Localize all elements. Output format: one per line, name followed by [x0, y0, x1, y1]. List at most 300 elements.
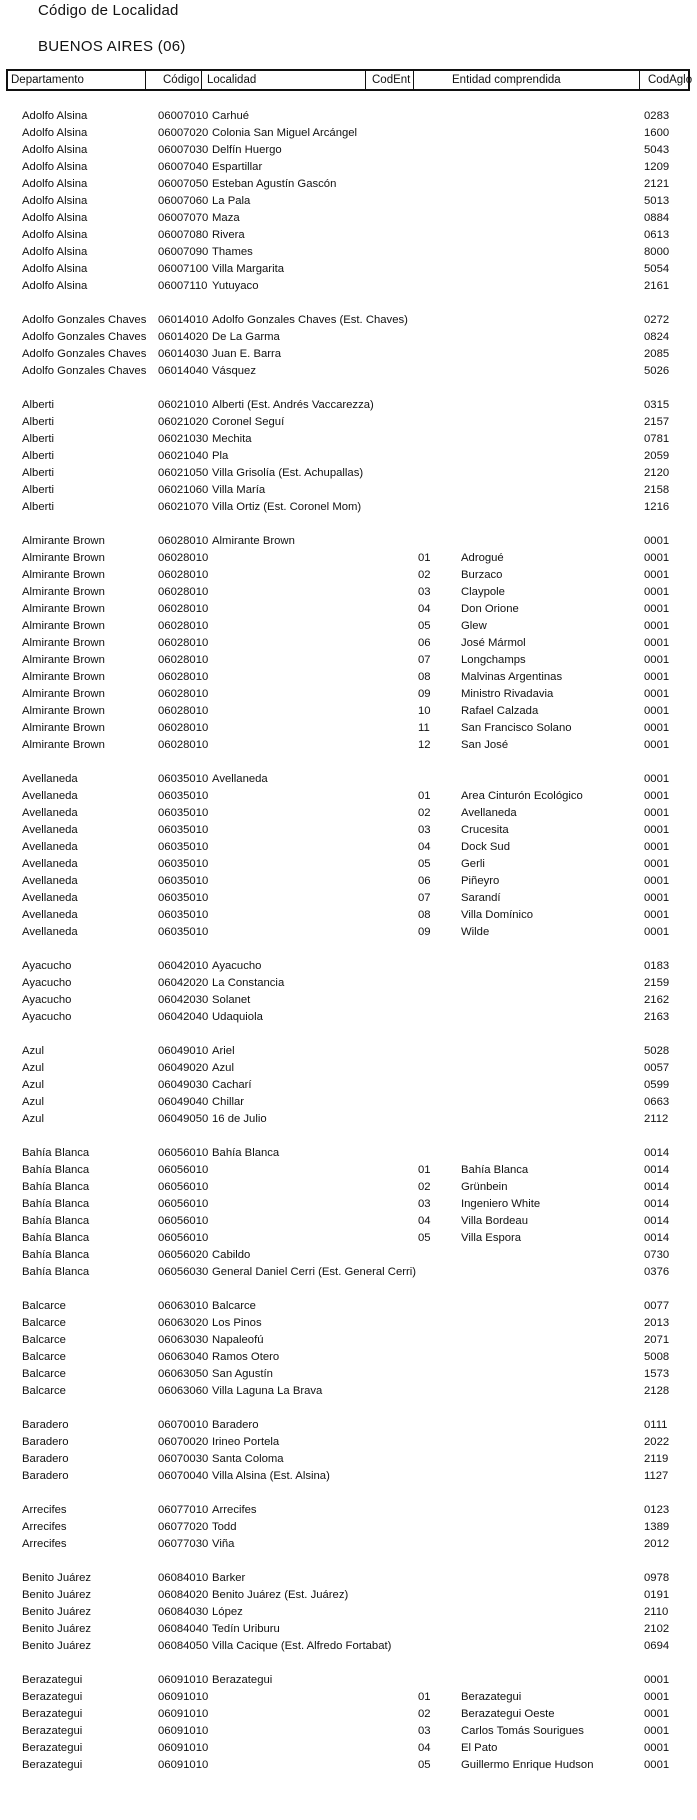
cell-codigo: 06035010 [158, 807, 209, 819]
table-row [0, 414, 697, 431]
cell-entidad: Adrogué [461, 552, 504, 564]
cell-codent: 04 [418, 1742, 431, 1754]
cell-entidad: Avellaneda [461, 807, 517, 819]
table-row [0, 1315, 697, 1332]
group-spacer [0, 1281, 697, 1298]
cell-departamento: Adolfo Gonzales Chaves [22, 365, 147, 377]
cell-codaglo: 0001 [644, 654, 670, 666]
cell-departamento: Almirante Brown [22, 654, 105, 666]
cell-departamento: Almirante Brown [22, 671, 105, 683]
group-spacer [0, 1128, 697, 1145]
cell-codigo: 06063020 [158, 1317, 209, 1329]
table-row [0, 1451, 697, 1468]
cell-departamento: Benito Juárez [22, 1606, 92, 1618]
cell-departamento: Benito Juárez [22, 1589, 92, 1601]
cell-codaglo: 8000 [644, 246, 670, 258]
cell-entidad: Glew [461, 620, 487, 632]
cell-entidad: Villa Espora [461, 1232, 522, 1244]
table-row [0, 669, 697, 686]
cell-departamento: Baradero [22, 1436, 69, 1448]
department-group [0, 1502, 697, 1553]
department-group [0, 1145, 697, 1281]
cell-codaglo: 0001 [644, 569, 670, 581]
cell-codigo: 06084050 [158, 1640, 209, 1652]
table-row [0, 465, 697, 482]
header-entidad: Entidad comprendida [413, 71, 639, 89]
cell-departamento: Ayacucho [22, 994, 72, 1006]
table-row [0, 312, 697, 329]
cell-departamento: Balcarce [22, 1385, 66, 1397]
cell-departamento: Baradero [22, 1419, 69, 1431]
cell-codaglo: 2162 [644, 994, 670, 1006]
header-codent: CodEnt [365, 71, 413, 89]
cell-departamento: Almirante Brown [22, 722, 105, 734]
cell-codaglo: 5054 [644, 263, 670, 275]
cell-codent: 02 [418, 569, 431, 581]
cell-codent: 09 [418, 688, 431, 700]
cell-departamento: Bahía Blanca [22, 1181, 90, 1193]
cell-codigo: 06014020 [158, 331, 209, 343]
cell-codigo: 06049010 [158, 1045, 209, 1057]
cell-entidad: Sarandí [461, 892, 501, 904]
cell-codaglo: 0077 [644, 1300, 670, 1312]
cell-codaglo: 0001 [644, 926, 670, 938]
cell-codigo: 06056010 [158, 1215, 209, 1227]
cell-departamento: Ayacucho [22, 977, 72, 989]
cell-localidad: Ramos Otero [212, 1351, 280, 1363]
cell-codent: 04 [418, 841, 431, 853]
cell-codigo: 06070020 [158, 1436, 209, 1448]
cell-codigo: 06070030 [158, 1453, 209, 1465]
cell-codigo: 06007010 [158, 110, 209, 122]
cell-codigo: 06035010 [158, 892, 209, 904]
cell-codigo: 06042010 [158, 960, 209, 972]
cell-departamento: Bahía Blanca [22, 1215, 90, 1227]
table-row [0, 363, 697, 380]
cell-localidad: Villa Laguna La Brava [212, 1385, 323, 1397]
cell-localidad: Mechita [212, 433, 252, 445]
cell-departamento: Adolfo Alsina [22, 178, 88, 190]
cell-departamento: Alberti [22, 433, 55, 445]
cell-departamento: Azul [22, 1096, 44, 1108]
cell-departamento: Balcarce [22, 1317, 66, 1329]
table-row [0, 227, 697, 244]
cell-codigo: 06049050 [158, 1113, 209, 1125]
cell-localidad: Cacharí [212, 1079, 252, 1091]
cell-localidad: General Daniel Cerri (Est. General Cerri) [212, 1266, 417, 1278]
table-row [0, 1111, 697, 1128]
cell-departamento: Adolfo Alsina [22, 229, 88, 241]
cell-codaglo: 0781 [644, 433, 670, 445]
table-row [0, 431, 697, 448]
cell-localidad: Todd [212, 1521, 237, 1533]
cell-departamento: Avellaneda [22, 807, 78, 819]
cell-localidad: La Pala [212, 195, 251, 207]
cell-codaglo: 0191 [644, 1589, 670, 1601]
cell-localidad: Almirante Brown [212, 535, 295, 547]
table-row [0, 499, 697, 516]
cell-codaglo: 2157 [644, 416, 670, 428]
cell-localidad: Villa Cacique (Est. Alfredo Fortabat) [212, 1640, 392, 1652]
cell-codigo: 06049020 [158, 1062, 209, 1074]
group-spacer [0, 295, 697, 312]
cell-entidad: Don Orione [461, 603, 519, 615]
page-title: Código de Localidad [38, 2, 179, 19]
cell-codaglo: 2059 [644, 450, 670, 462]
cell-codent: 04 [418, 603, 431, 615]
department-group [0, 108, 697, 295]
cell-codigo: 06042030 [158, 994, 209, 1006]
cell-entidad: Piñeyro [461, 875, 500, 887]
cell-departamento: Adolfo Alsina [22, 161, 88, 173]
cell-localidad: Delfín Huergo [212, 144, 282, 156]
table-row [0, 1604, 697, 1621]
cell-codigo: 06021010 [158, 399, 209, 411]
table-row [0, 992, 697, 1009]
cell-codent: 07 [418, 654, 431, 666]
table-row [0, 635, 697, 652]
cell-codigo: 06077010 [158, 1504, 209, 1516]
province-title: BUENOS AIRES (06) [38, 38, 186, 55]
department-group [0, 958, 697, 1026]
cell-codigo: 06056010 [158, 1198, 209, 1210]
cell-localidad: Balcarce [212, 1300, 256, 1312]
cell-codent: 05 [418, 620, 431, 632]
cell-entidad: Gerli [461, 858, 485, 870]
cell-codaglo: 2163 [644, 1011, 670, 1023]
table-row [0, 737, 697, 754]
cell-localidad: Los Pinos [212, 1317, 262, 1329]
cell-localidad: Vásquez [212, 365, 256, 377]
table-row [0, 601, 697, 618]
cell-localidad: Tedín Uriburu [212, 1623, 280, 1635]
table-row [0, 193, 697, 210]
cell-codigo: 06056010 [158, 1147, 209, 1159]
table-row [0, 1009, 697, 1026]
cell-codaglo: 0663 [644, 1096, 670, 1108]
table-row [0, 890, 697, 907]
cell-codent: 10 [418, 705, 431, 717]
department-group [0, 312, 697, 380]
cell-departamento: Berazategui [22, 1708, 83, 1720]
cell-departamento: Almirante Brown [22, 552, 105, 564]
table-row [0, 1247, 697, 1264]
table-row [0, 1094, 697, 1111]
cell-codigo: 06091010 [158, 1691, 209, 1703]
cell-codaglo: 2161 [644, 280, 670, 292]
table-row [0, 1060, 697, 1077]
cell-codigo: 06084040 [158, 1623, 209, 1635]
table-row [0, 1230, 697, 1247]
cell-codaglo: 2158 [644, 484, 670, 496]
cell-departamento: Arrecifes [22, 1521, 67, 1533]
cell-codaglo: 2119 [644, 1453, 669, 1465]
table-row [0, 1077, 697, 1094]
cell-localidad: Espartillar [212, 161, 263, 173]
cell-codent: 02 [418, 1181, 431, 1193]
cell-departamento: Alberti [22, 484, 55, 496]
cell-codaglo: 2102 [644, 1623, 670, 1635]
cell-departamento: Almirante Brown [22, 688, 105, 700]
cell-localidad: De La Garma [212, 331, 280, 343]
cell-codaglo: 0001 [644, 586, 670, 598]
table-row [0, 1502, 697, 1519]
cell-localidad: Chillar [212, 1096, 245, 1108]
table-row [0, 1264, 697, 1281]
cell-departamento: Adolfo Alsina [22, 212, 88, 224]
cell-codaglo: 2085 [644, 348, 670, 360]
table-row [0, 1196, 697, 1213]
cell-codaglo: 2012 [644, 1538, 670, 1550]
table-row [0, 567, 697, 584]
cell-codent: 03 [418, 586, 431, 598]
department-group [0, 771, 697, 941]
department-group [0, 1043, 697, 1128]
cell-localidad: Avellaneda [212, 773, 268, 785]
cell-codaglo: 1209 [644, 161, 670, 173]
header-codigo: Código [145, 71, 201, 89]
cell-departamento: Ayacucho [22, 960, 72, 972]
cell-departamento: Azul [22, 1045, 44, 1057]
cell-codent: 04 [418, 1215, 431, 1227]
table-row [0, 1621, 697, 1638]
cell-codigo: 06028010 [158, 620, 209, 632]
table-row [0, 771, 697, 788]
cell-codigo: 06007090 [158, 246, 209, 258]
table-row [0, 1366, 697, 1383]
cell-localidad: Alberti (Est. Andrés Vaccarezza) [212, 399, 374, 411]
table-row [0, 125, 697, 142]
cell-codigo: 06035010 [158, 773, 209, 785]
cell-entidad: Area Cinturón Ecológico [461, 790, 583, 802]
cell-codent: 07 [418, 892, 431, 904]
cell-departamento: Berazategui [22, 1759, 83, 1771]
table-row [0, 652, 697, 669]
table-row [0, 176, 697, 193]
table-row [0, 1757, 697, 1774]
table-row [0, 1723, 697, 1740]
department-group [0, 397, 697, 516]
cell-departamento: Adolfo Gonzales Chaves [22, 331, 147, 343]
cell-codaglo: 0001 [644, 552, 670, 564]
group-spacer [0, 1400, 697, 1417]
cell-codaglo: 0001 [644, 892, 670, 904]
cell-codaglo: 0001 [644, 671, 670, 683]
group-spacer [0, 1655, 697, 1672]
cell-codigo: 06091010 [158, 1708, 209, 1720]
cell-codaglo: 5043 [644, 144, 670, 156]
cell-entidad: Villa Domínico [461, 909, 533, 921]
cell-departamento: Bahía Blanca [22, 1249, 90, 1261]
cell-codigo: 06091010 [158, 1725, 209, 1737]
cell-departamento: Almirante Brown [22, 637, 105, 649]
cell-codaglo: 0014 [644, 1181, 670, 1193]
cell-entidad: Grünbein [461, 1181, 508, 1193]
cell-entidad: Wilde [461, 926, 490, 938]
cell-codaglo: 5028 [644, 1045, 670, 1057]
cell-codaglo: 1216 [644, 501, 670, 513]
cell-entidad: San Francisco Solano [461, 722, 572, 734]
cell-localidad: Adolfo Gonzales Chaves (Est. Chaves) [212, 314, 408, 326]
table-row [0, 397, 697, 414]
cell-departamento: Alberti [22, 416, 55, 428]
cell-codigo: 06056010 [158, 1232, 209, 1244]
cell-departamento: Berazategui [22, 1691, 83, 1703]
table-row [0, 482, 697, 499]
department-group [0, 1672, 697, 1774]
cell-localidad: Esteban Agustín Gascón [212, 178, 337, 190]
cell-codaglo: 0014 [644, 1232, 670, 1244]
cell-localidad: Solanet [212, 994, 251, 1006]
table-row [0, 1213, 697, 1230]
cell-codaglo: 0730 [644, 1249, 670, 1261]
cell-codaglo: 0001 [644, 841, 670, 853]
cell-localidad: Benito Juárez (Est. Juárez) [212, 1589, 349, 1601]
cell-codigo: 06028010 [158, 552, 209, 564]
cell-codigo: 06028010 [158, 705, 209, 717]
table-row [0, 907, 697, 924]
cell-codaglo: 0001 [644, 1759, 670, 1771]
column-header-row [6, 69, 693, 91]
table-row [0, 1434, 697, 1451]
cell-entidad: Crucesita [461, 824, 509, 836]
cell-entidad: Carlos Tomás Sourigues [461, 1725, 584, 1737]
cell-codaglo: 2110 [644, 1606, 669, 1618]
cell-departamento: Avellaneda [22, 790, 78, 802]
cell-codigo: 06021060 [158, 484, 209, 496]
cell-codigo: 06091010 [158, 1759, 209, 1771]
cell-codent: 06 [418, 637, 431, 649]
table-row [0, 720, 697, 737]
cell-departamento: Benito Juárez [22, 1572, 92, 1584]
cell-departamento: Azul [22, 1062, 44, 1074]
cell-departamento: Bahía Blanca [22, 1266, 90, 1278]
cell-entidad: Berazategui Oeste [461, 1708, 555, 1720]
cell-codaglo: 0824 [644, 331, 670, 343]
cell-departamento: Alberti [22, 467, 55, 479]
cell-departamento: Berazategui [22, 1674, 83, 1686]
cell-localidad: Bahía Blanca [212, 1147, 280, 1159]
cell-localidad: Azul [212, 1062, 234, 1074]
cell-departamento: Ayacucho [22, 1011, 72, 1023]
cell-codigo: 06028010 [158, 654, 209, 666]
cell-codigo: 06070040 [158, 1470, 209, 1482]
cell-codigo: 06049030 [158, 1079, 209, 1091]
cell-codaglo: 0001 [644, 790, 670, 802]
cell-codaglo: 0123 [644, 1504, 670, 1516]
cell-localidad: 16 de Julio [212, 1113, 267, 1125]
cell-departamento: Almirante Brown [22, 535, 105, 547]
cell-codigo: 06007080 [158, 229, 209, 241]
cell-entidad: Burzaco [461, 569, 503, 581]
cell-codaglo: 2112 [644, 1113, 669, 1125]
cell-codaglo: 0014 [644, 1164, 670, 1176]
cell-localidad: Villa Margarita [212, 263, 284, 275]
table-row [0, 805, 697, 822]
cell-codigo: 06014040 [158, 365, 209, 377]
cell-codaglo: 0694 [644, 1640, 670, 1652]
cell-codigo: 06035010 [158, 824, 209, 836]
cell-departamento: Alberti [22, 501, 55, 513]
cell-codent: 01 [418, 1691, 431, 1703]
cell-codent: 08 [418, 909, 431, 921]
cell-departamento: Almirante Brown [22, 586, 105, 598]
table-row [0, 618, 697, 635]
cell-departamento: Benito Juárez [22, 1640, 92, 1652]
department-group [0, 533, 697, 754]
cell-codaglo: 0001 [644, 1691, 670, 1703]
cell-localidad: Yutuyaco [212, 280, 259, 292]
cell-codent: 01 [418, 1164, 431, 1176]
cell-entidad: Longchamps [461, 654, 526, 666]
cell-localidad: Viña [212, 1538, 235, 1550]
group-spacer [0, 941, 697, 958]
cell-localidad: Villa Alsina (Est. Alsina) [212, 1470, 330, 1482]
cell-codaglo: 0001 [644, 1742, 670, 1754]
cell-codigo: 06091010 [158, 1742, 209, 1754]
cell-departamento: Adolfo Gonzales Chaves [22, 314, 147, 326]
cell-departamento: Adolfo Alsina [22, 110, 88, 122]
cell-localidad: Villa Grisolía (Est. Achupallas) [212, 467, 364, 479]
cell-entidad: Rafael Calzada [461, 705, 539, 717]
cell-codent: 08 [418, 671, 431, 683]
cell-codigo: 06035010 [158, 875, 209, 887]
cell-localidad: Carhué [212, 110, 250, 122]
table-row [0, 1706, 697, 1723]
table-row [0, 924, 697, 941]
cell-localidad: Udaquiola [212, 1011, 263, 1023]
cell-departamento: Azul [22, 1113, 44, 1125]
cell-codigo: 06021070 [158, 501, 209, 513]
cell-codigo: 06021040 [158, 450, 209, 462]
table-row [0, 448, 697, 465]
cell-entidad: José Mármol [461, 637, 526, 649]
table-row [0, 1689, 697, 1706]
cell-codaglo: 2159 [644, 977, 670, 989]
cell-codaglo: 1600 [644, 127, 670, 139]
table-row [0, 1638, 697, 1655]
table-row [0, 1332, 697, 1349]
cell-codaglo: 0001 [644, 807, 670, 819]
cell-codaglo: 0057 [644, 1062, 670, 1074]
cell-entidad: Bahía Blanca [461, 1164, 529, 1176]
header-codaglo: CodAglo [639, 71, 688, 89]
cell-codaglo: 0272 [644, 314, 670, 326]
cell-codigo: 06063030 [158, 1334, 209, 1346]
cell-codigo: 06056030 [158, 1266, 209, 1278]
cell-localidad: La Constancia [212, 977, 285, 989]
table-row [0, 1740, 697, 1757]
cell-codaglo: 0014 [644, 1147, 670, 1159]
cell-codigo: 06028010 [158, 739, 209, 751]
cell-codaglo: 2071 [644, 1334, 670, 1346]
cell-codigo: 06007050 [158, 178, 209, 190]
table-row [0, 159, 697, 176]
cell-codigo: 06028010 [158, 722, 209, 734]
cell-codaglo: 0001 [644, 875, 670, 887]
cell-entidad: Ingeniero White [461, 1198, 541, 1210]
cell-codigo: 06056010 [158, 1164, 209, 1176]
cell-localidad: Coronel Seguí [212, 416, 285, 428]
table-row [0, 584, 697, 601]
table-row [0, 1519, 697, 1536]
table-row [0, 1570, 697, 1587]
cell-localidad: Santa Coloma [212, 1453, 284, 1465]
cell-codigo: 06042040 [158, 1011, 209, 1023]
cell-codaglo: 5013 [644, 195, 670, 207]
table-row [0, 1298, 697, 1315]
cell-codaglo: 0001 [644, 1708, 670, 1720]
